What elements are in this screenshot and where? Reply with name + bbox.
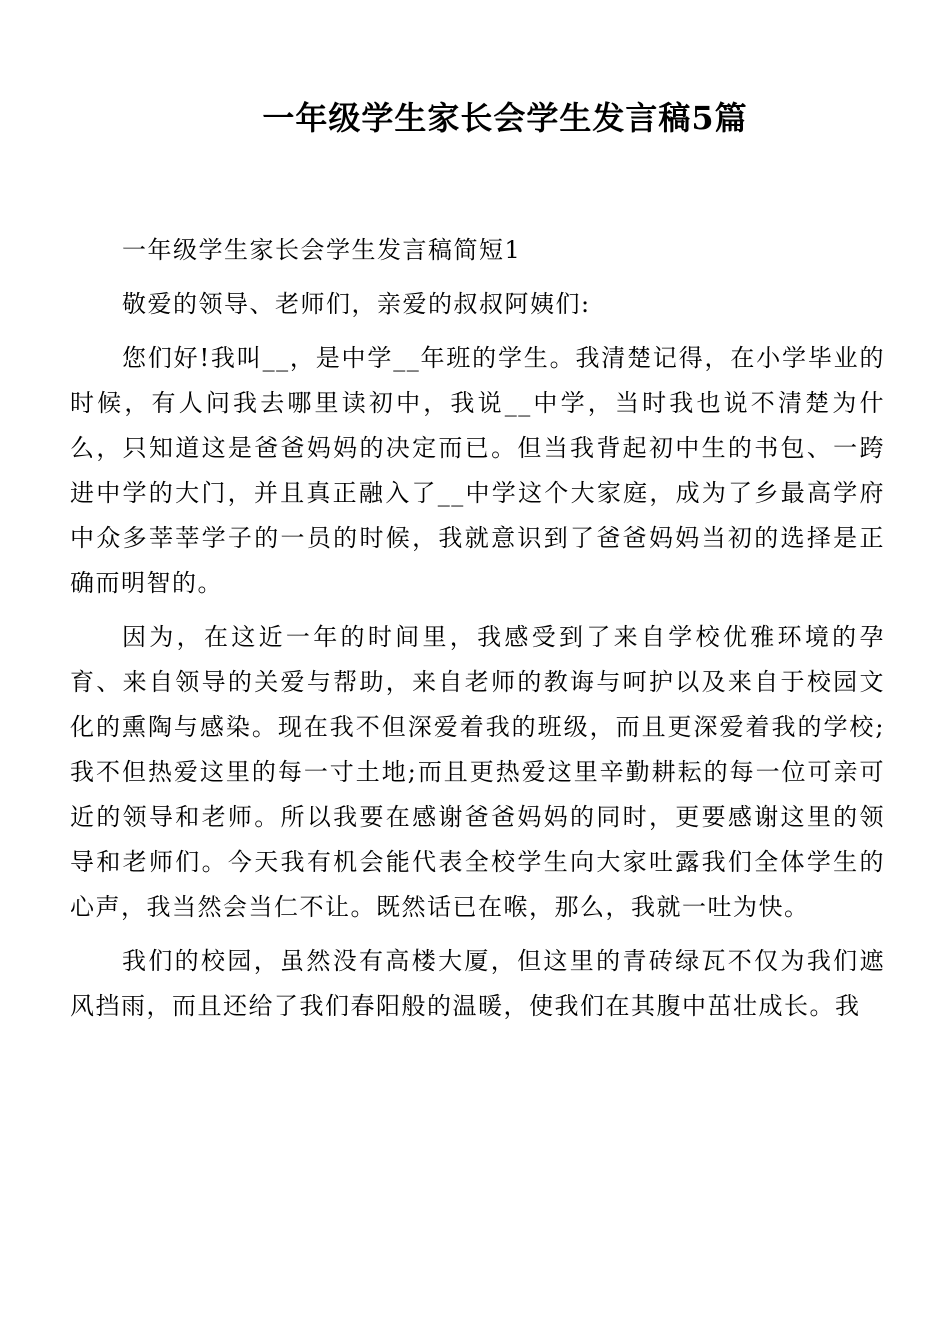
section-heading: 一年级学生家长会学生发言稿简短1 [122, 236, 522, 264]
salutation: 敬爱的领导、老师们，亲爱的叔叔阿姨们: [122, 290, 591, 318]
document-title: 一年级学生家长会学生发言稿5篇 [262, 99, 748, 137]
paragraph-2: 因为，在这近一年的时间里，我感受到了来自学校优雅环境的孕育、来自领导的关爱与帮助，来自老师的教诲与呵护以及来自于校园文化的熏陶与感染。现在我不但深爱着我的班级，而且更深爱着我的学校;我不但热爱这里的每一寸土地;而且更热爱这里辛勤耕耘的每一位可亲可近的领导和老师。所以我要在感谢爸爸妈妈的同时，更要感谢这里的领导和老师们。今天我有机会能代表全校学生向大家吐露我们全体学生的心声，我当然会当仁不让。既然话已在喉，那么，我就一吐为快。 [70, 623, 885, 921]
paragraph-3: 我们的校园，虽然没有高楼大厦，但这里的青砖绿瓦不仅为我们遮风挡雨，而且还给了我们春阳般的温暖，使我们在其腹中茁壮成长。我 [70, 947, 885, 1020]
document-body [70, 228, 885, 1029]
paragraph-1: 您们好!我叫__，是中学__年班的学生。我清楚记得，在小学毕业的时候，有人问我去哪里读初中，我说__中学，当时我也说不清楚为什么，只知道这是爸爸妈妈的决定而已。但当我背起初中生的书包、一跨进中学的大门，并且真正融入了__中学这个大家庭，成为了乡最高学府中众多莘莘学子的一员的时候，我就意识到了爸爸妈妈当初的选择是正确而明智的。 [70, 344, 885, 597]
